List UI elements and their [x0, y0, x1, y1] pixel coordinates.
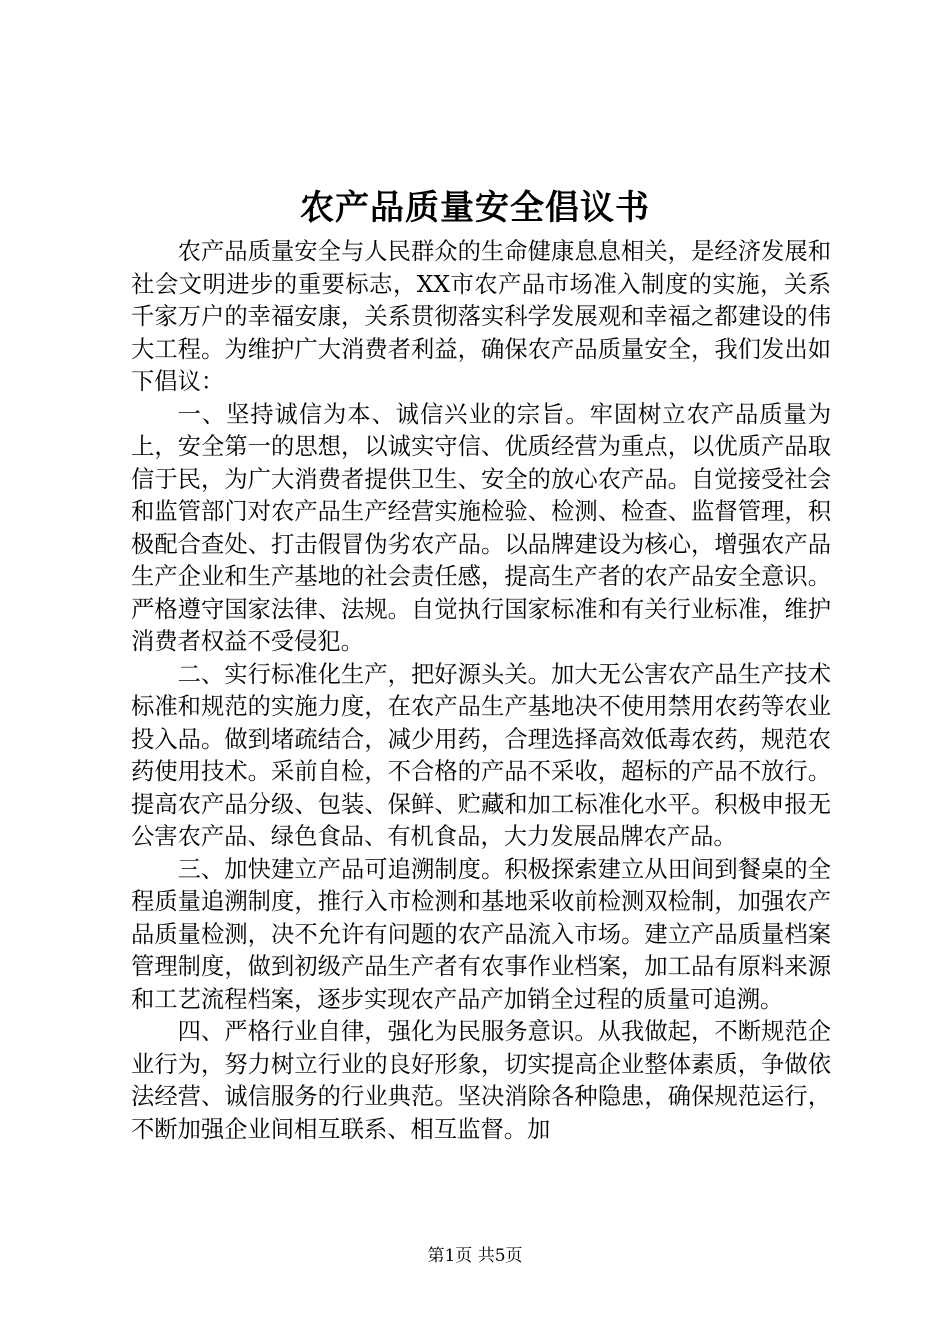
paragraph-item-2: 二、实行标准化生产，把好源头关。加大无公害农产品生产技术标准和规范的实施力度，在农产品生产基地决不使用禁用农药等农业投入品。做到堵疏结合，减少用药，合理选择高效低毒农药，规范农药使用技术。采前自检，不合格的产品不采收，超标的产品不放行。提高农产品分级、包装、保鲜、贮藏和加工标准化水平。积极申报无公害农产品、绿色食品、有机食品，大力发展品牌农产品。: [131, 660, 831, 850]
paragraph-item-1: 一、坚持诚信为本、诚信兴业的宗旨。牢固树立农产品质量为上，安全第一的思想，以诚实守信、优质经营为重点，以优质产品取信于民，为广大消费者提供卫生、安全的放心农产品。自觉接受社会和监管部门对农产品生产经营实施检验、检测、检查、监督管理，积极配合查处、打击假冒伪劣农产品。以品牌建设为核心，增强农产品生产企业和生产基地的社会责任感，提高生产者的农产品安全意识。严格遵守国家法律、法规。自觉执行国家标准和有关行业标准，维护消费者权益不受侵犯。: [131, 400, 831, 655]
paragraph-intro: 农产品质量安全与人民群众的生命健康息息相关，是经济发展和社会文明进步的重要标志，XX市农产品市场准入制度的实施，关系千家万户的幸福安康，关系贯彻落实科学发展观和幸福之都建设的伟大工程。为维护广大消费者利益，确保农产品质量安全，我们发出如下倡议：: [131, 238, 831, 395]
paragraph-item-4: 四、严格行业自律，强化为民服务意识。从我做起，不断规范企业行为，努力树立行业的良好形象，切实提高企业整体素质，争做依法经营、诚信服务的行业典范。坚决消除各种隐患，确保规范运行，不断加强企业间相互联系、相互监督。加: [131, 1018, 831, 1143]
paragraph-item-3: 三、加快建立产品可追溯制度。积极探索建立从田间到餐桌的全程质量追溯制度，推行入市检测和基地采收前检测双检制，加强农产品质量检测，决不允许有问题的农产品流入市场。建立产品质量档案管理制度，做到初级产品生产者有农事作业档案，加工品有原料来源和工艺流程档案，逐步实现农产品产加销全过程的质量可追溯。: [131, 855, 831, 1013]
page-number-footer: 第1页 共5页: [427, 1246, 523, 1266]
document-body: [131, 236, 831, 1146]
document-title: 农产品质量安全倡议书: [300, 188, 650, 228]
